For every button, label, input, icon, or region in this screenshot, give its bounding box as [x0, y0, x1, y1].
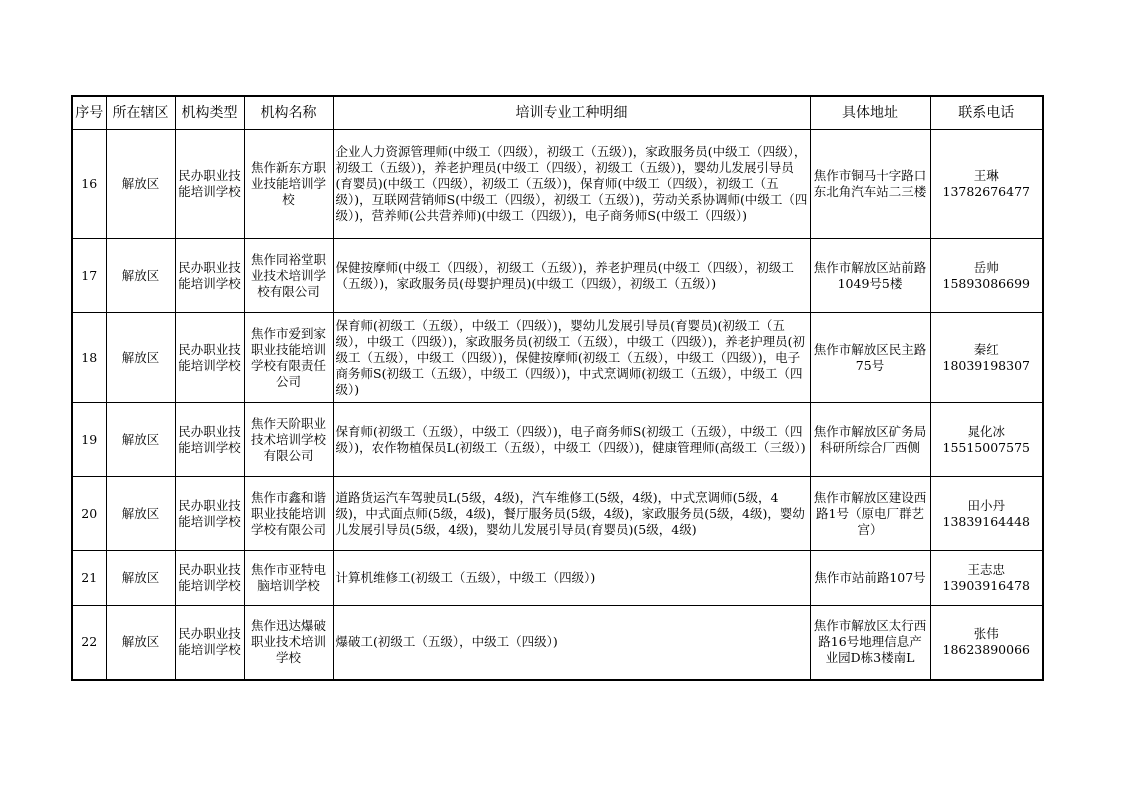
header-org-name: 机构名称 [244, 96, 333, 130]
cell-org-type: 民办职业技能培训学校 [175, 239, 244, 313]
contact-name: 王志忠 [967, 562, 1005, 577]
cell-org-type: 民办职业技能培训学校 [175, 606, 244, 680]
contact-name: 张伟 [973, 626, 999, 642]
cell-contact [930, 130, 1043, 239]
cell-address: 焦作市铜马十字路口东北角汽车站二三楼 [810, 130, 930, 239]
contact-phone: 18039198307 [942, 357, 1030, 373]
cell-seq: 22 [72, 606, 106, 680]
header-training: 培训专业工种明细 [333, 96, 810, 130]
cell-org-type: 民办职业技能培训学校 [175, 477, 244, 551]
cell-district: 解放区 [106, 313, 175, 403]
cell-seq: 19 [72, 403, 106, 477]
contact-phone: 13903916478 [942, 578, 1030, 593]
contact-name: 秦红 [973, 341, 999, 357]
cell-org-type: 民办职业技能培训学校 [175, 403, 244, 477]
table-row [72, 403, 1043, 477]
cell-district: 解放区 [106, 477, 175, 551]
contact-phone: 18623890066 [942, 642, 1030, 658]
cell-address: 焦作市解放区民主路75号 [810, 313, 930, 403]
cell-district: 解放区 [106, 606, 175, 680]
cell-training: 计算机维修工(初级工（五级），中级工（四级）) [333, 551, 810, 606]
header-seq: 序号 [72, 96, 106, 130]
cell-org-type: 民办职业技能培训学校 [175, 551, 244, 606]
cell-seq: 17 [72, 239, 106, 313]
cell-org-name: 焦作同裕堂职业技术培训学校有限公司 [244, 239, 333, 313]
header-contact: 联系电话 [930, 96, 1043, 130]
table-row [72, 551, 1043, 606]
cell-address: 焦作市解放区建设西路1号（原电厂群艺宫） [810, 477, 930, 551]
cell-seq: 18 [72, 313, 106, 403]
cell-address: 焦作市解放区太行西路16号地理信息产业园D栋3楼南L [810, 606, 930, 680]
cell-org-type: 民办职业技能培训学校 [175, 313, 244, 403]
cell-seq: 21 [72, 551, 106, 606]
cell-contact [930, 313, 1043, 403]
cell-contact [930, 403, 1043, 477]
contact-phone: 15893086699 [942, 275, 1030, 291]
training-institution-table [71, 95, 1044, 681]
cell-training: 保育师(初级工（五级），中级工（四级）)，电子商务师S(初级工（五级），中级工（四级）)，农作物植保员L(初级工（五级），中级工（四级）)，健康管理师(高级工（三级）) [333, 403, 810, 477]
cell-training: 爆破工(初级工（五级），中级工（四级）) [333, 606, 810, 680]
cell-district: 解放区 [106, 130, 175, 239]
cell-contact [930, 239, 1043, 313]
cell-contact [930, 477, 1043, 551]
cell-seq: 16 [72, 130, 106, 239]
cell-training: 道路货运汽车驾驶员L(5级，4级)，汽车维修工(5级，4级)，中式烹调师(5级，4级)，中式面点师(5级，4级)，餐厅服务员(5级，4级)，家政服务员(5级，4级)，婴幼儿发展引导员(5级，4级)，婴幼儿发展引导员(育婴员)(5级，4级) [333, 477, 810, 551]
cell-address: 焦作市解放区矿务局科研所综合厂西侧 [810, 403, 930, 477]
cell-address: 焦作市站前路107号 [810, 551, 930, 606]
table-row [72, 606, 1043, 680]
table-row [72, 239, 1043, 313]
contact-phone: 13839164448 [942, 513, 1030, 529]
header-row [72, 96, 1043, 130]
cell-training: 企业人力资源管理师(中级工（四级），初级工（五级）)，家政服务员(中级工（四级），初级工（五级）)，养老护理员(中级工（四级），初级工（五级）)，婴幼儿发展引导员(育婴员)(中级工（四级），初级工（五级）)，保育师(中级工（四级），初级工（五级）)，互联网营销师S(中级工（四级），初级工（五级）)，劳动关系协调师(中级工（四级）)，营养师(公共营养师)(中级工（四级）)，电子商务师S(中级工（四级）) [333, 130, 810, 239]
contact-name: 田小丹 [967, 497, 1005, 513]
cell-org-name: 焦作市亚特电脑培训学校 [244, 551, 333, 606]
cell-org-name: 焦作天阶职业技术培训学校有限公司 [244, 403, 333, 477]
contact-name: 王琳 [973, 168, 999, 183]
cell-org-name: 焦作新东方职业技能培训学校 [244, 130, 333, 239]
contact-phone: 15515007575 [942, 439, 1030, 455]
cell-contact [930, 606, 1043, 680]
cell-org-name: 焦作市爱到家职业技能培训学校有限责任公司 [244, 313, 333, 403]
contact-name: 晁化冰 [967, 423, 1005, 439]
cell-contact [930, 551, 1043, 606]
cell-org-name: 焦作迅达爆破职业技术培训学校 [244, 606, 333, 680]
header-org-type: 机构类型 [175, 96, 244, 130]
table-row [72, 313, 1043, 403]
header-district: 所在辖区 [106, 96, 175, 130]
cell-org-name: 焦作市鑫和谐职业技能培训学校有限公司 [244, 477, 333, 551]
cell-training: 保育师(初级工（五级），中级工（四级）)，婴幼儿发展引导员(育婴员)(初级工（五级），中级工（四级）)，家政服务员(初级工（五级），中级工（四级）)，养老护理员(初级工（五级），中级工（四级）)，保健按摩师(初级工（五级），中级工（四级）)，电子商务师S(初级工（五级），中级工（四级）)，中式烹调师(初级工（五级），中级工（四级）) [333, 313, 810, 403]
header-address: 具体地址 [810, 96, 930, 130]
table-row [72, 477, 1043, 551]
cell-district: 解放区 [106, 403, 175, 477]
contact-phone: 13782676477 [942, 184, 1030, 199]
contact-name: 岳帅 [973, 259, 999, 275]
cell-seq: 20 [72, 477, 106, 551]
table-row [72, 130, 1043, 239]
cell-address: 焦作市解放区站前路1049号5楼 [810, 239, 930, 313]
cell-district: 解放区 [106, 239, 175, 313]
cell-org-type: 民办职业技能培训学校 [175, 130, 244, 239]
cell-district: 解放区 [106, 551, 175, 606]
cell-training: 保健按摩师(中级工（四级），初级工（五级）)，养老护理员(中级工（四级），初级工（五级）)，家政服务员(母婴护理员)(中级工（四级），初级工（五级）) [333, 239, 810, 313]
